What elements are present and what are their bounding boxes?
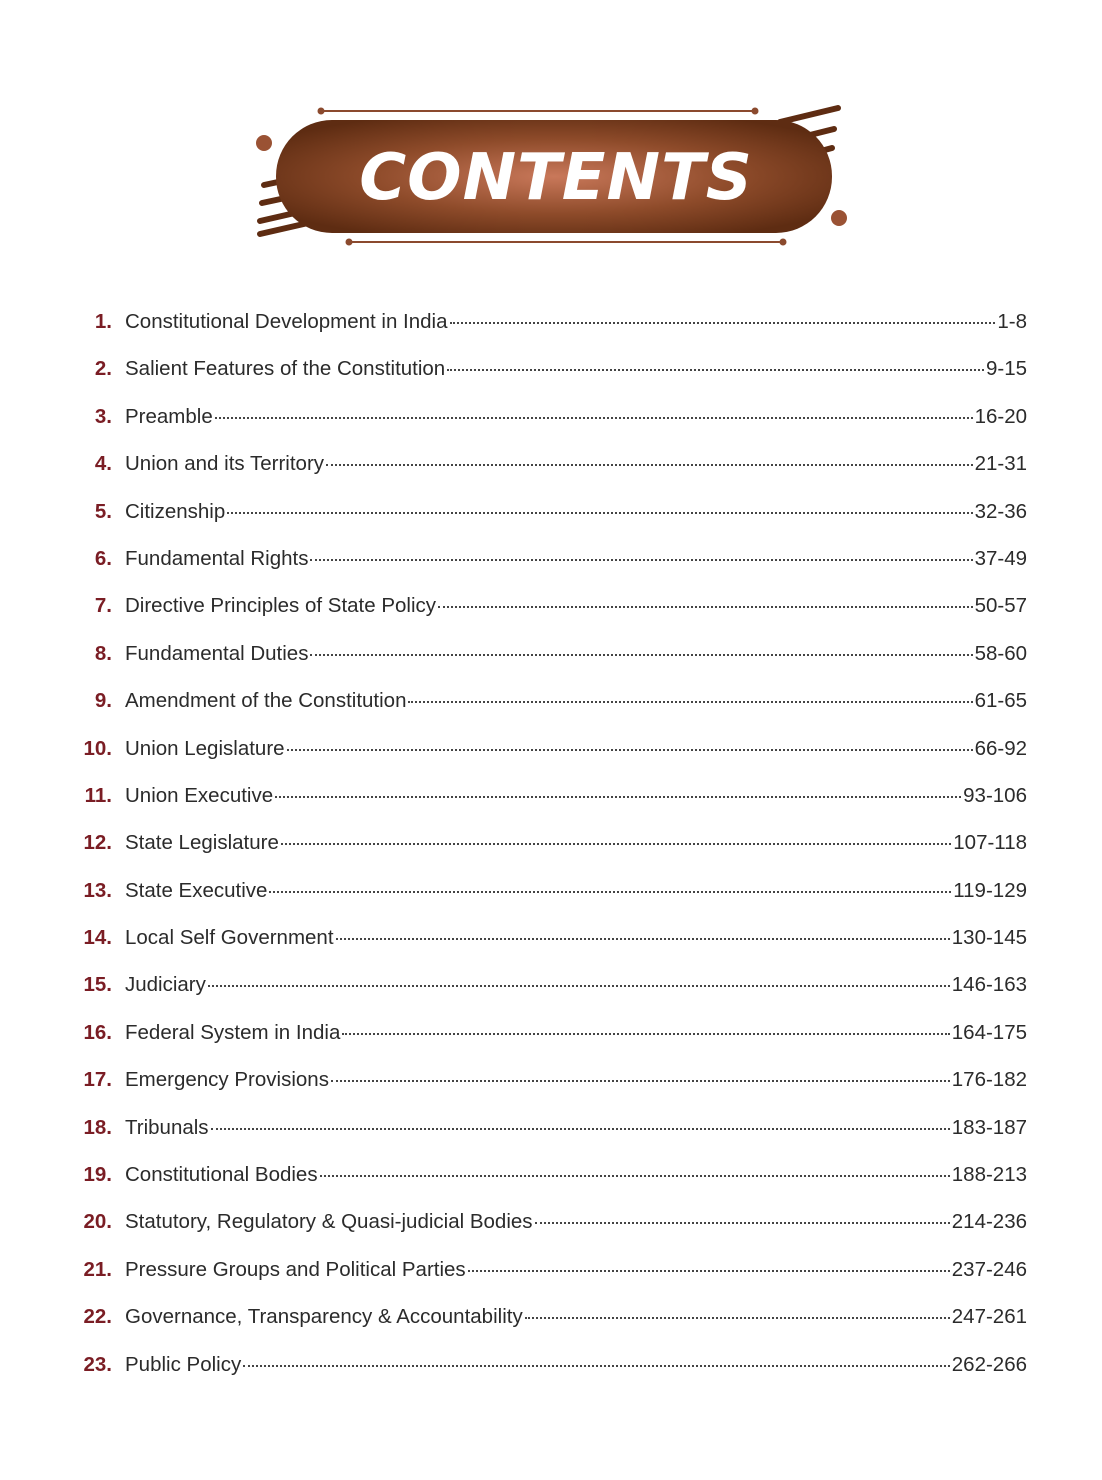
page-range: 188-213	[951, 1163, 1027, 1187]
chapter-title: Union Executive	[125, 783, 274, 807]
page-range: 66-92	[974, 736, 1027, 760]
decorative-dot-right	[831, 210, 847, 226]
dot-leader	[438, 606, 973, 608]
dot-leader	[281, 843, 951, 845]
chapter-number: 18.	[83, 1115, 112, 1139]
chapter-title: Salient Features of the Constitution	[125, 357, 446, 381]
decorative-dot-left	[256, 135, 272, 151]
page-range: 130-145	[951, 926, 1027, 950]
dot-leader	[331, 1080, 950, 1082]
chapter-title: Preamble	[125, 404, 213, 428]
page-range: 262-266	[951, 1352, 1027, 1376]
dot-leader	[215, 417, 973, 419]
chapter-title: Union and its Territory	[125, 452, 325, 476]
toc-entry[interactable]	[78, 737, 1027, 784]
page-range: 119-129	[953, 878, 1027, 902]
banner-bottom-rule	[346, 239, 787, 246]
dot-leader	[320, 1175, 950, 1177]
dot-leader	[535, 1222, 950, 1224]
chapter-title: Public Policy	[125, 1352, 242, 1376]
page-range: 146-163	[951, 973, 1027, 997]
page-range: 1-8	[997, 310, 1027, 333]
chapter-title: Fundamental Duties	[125, 641, 309, 665]
chapter-title: Governance, Transparency & Accountability	[125, 1305, 523, 1329]
page-range: 21-31	[974, 452, 1027, 476]
page-range: 37-49	[974, 546, 1027, 570]
chapter-number: 22.	[83, 1305, 112, 1329]
page-range: 9-15	[985, 357, 1027, 381]
dot-leader	[227, 512, 972, 514]
page-title: CONTENTS	[359, 141, 753, 215]
toc-entry[interactable]	[78, 926, 1027, 973]
page-range: 176-182	[951, 1068, 1027, 1092]
chapter-title: Federal System in India	[125, 1020, 341, 1044]
dot-leader	[310, 559, 972, 561]
dot-leader	[243, 1365, 950, 1367]
dot-leader	[287, 749, 973, 751]
dot-leader	[336, 938, 950, 940]
chapter-number: 21.	[83, 1257, 112, 1281]
dot-leader	[447, 369, 984, 371]
chapter-number: 17.	[83, 1068, 112, 1092]
table-of-contents	[78, 310, 1027, 1400]
chapter-number: 19.	[83, 1163, 112, 1187]
chapter-number: 14.	[83, 926, 112, 950]
toc-entry[interactable]	[78, 1068, 1027, 1115]
page-range: 183-187	[951, 1115, 1027, 1139]
toc-entry[interactable]	[78, 500, 1027, 547]
toc-entry[interactable]	[78, 1353, 1027, 1400]
chapter-number: 20.	[83, 1210, 112, 1234]
toc-entry[interactable]	[78, 1163, 1027, 1210]
chapter-title: Judiciary	[125, 973, 206, 997]
contents-banner	[250, 100, 850, 250]
toc-entry[interactable]	[78, 1258, 1027, 1305]
chapter-number: 16.	[83, 1020, 112, 1044]
chapter-number: 3.	[94, 404, 112, 428]
chapter-title: Citizenship	[125, 499, 226, 523]
dot-leader	[310, 654, 972, 656]
chapter-title: State Executive	[125, 878, 268, 902]
toc-entry[interactable]	[78, 547, 1027, 594]
page-range: 237-246	[951, 1257, 1027, 1281]
chapter-title: Constitutional Development in India	[125, 310, 448, 333]
chapter-title: Emergency Provisions	[125, 1068, 329, 1092]
chapter-number: 7.	[94, 594, 112, 618]
chapter-title: Pressure Groups and Political Parties	[125, 1257, 466, 1281]
chapter-title: Local Self Government	[125, 926, 334, 950]
chapter-title: Constitutional Bodies	[125, 1163, 318, 1187]
page-range: 93-106	[963, 783, 1027, 807]
toc-entry[interactable]	[78, 405, 1027, 452]
chapter-title: Union Legislature	[125, 736, 285, 760]
chapter-title: Amendment of the Constitution	[125, 689, 407, 713]
chapter-number: 13.	[83, 878, 112, 902]
chapter-number: 10.	[83, 736, 112, 760]
toc-entry[interactable]	[78, 879, 1027, 926]
chapter-number: 4.	[94, 452, 112, 476]
dot-leader	[211, 1128, 950, 1130]
dot-leader	[275, 796, 961, 798]
page-range: 50-57	[974, 594, 1027, 618]
dot-leader	[468, 1270, 950, 1272]
chapter-number: 15.	[83, 973, 112, 997]
toc-entry[interactable]	[78, 1210, 1027, 1257]
chapter-number: 5.	[94, 499, 112, 523]
page-range: 58-60	[974, 641, 1027, 665]
page-range: 107-118	[953, 831, 1027, 855]
toc-entry[interactable]	[78, 784, 1027, 831]
page-range: 16-20	[974, 404, 1027, 428]
toc-entry[interactable]	[78, 310, 1027, 357]
toc-entry[interactable]	[78, 973, 1027, 1020]
dot-leader	[408, 701, 972, 703]
chapter-title: State Legislature	[125, 831, 279, 855]
chapter-title: Tribunals	[125, 1115, 209, 1139]
chapter-title: Statutory, Regulatory & Quasi-judicial Bodies	[125, 1210, 533, 1234]
chapter-number: 6.	[94, 546, 112, 570]
chapter-number: 1.	[94, 310, 112, 333]
chapter-number: 9.	[94, 689, 112, 713]
page-range: 214-236	[951, 1210, 1027, 1234]
page-range: 61-65	[974, 689, 1027, 713]
chapter-number: 8.	[94, 641, 112, 665]
toc-entry[interactable]	[78, 831, 1027, 878]
chapter-title: Fundamental Rights	[125, 546, 309, 570]
toc-entry[interactable]	[78, 689, 1027, 736]
toc-entry[interactable]	[78, 1021, 1027, 1068]
toc-entry[interactable]	[78, 357, 1027, 404]
dot-leader	[525, 1317, 950, 1319]
chapter-number: 11.	[84, 783, 112, 807]
dot-leader	[326, 464, 973, 466]
page-range: 247-261	[951, 1305, 1027, 1329]
chapter-title: Directive Principles of State Policy	[125, 594, 437, 618]
dot-leader	[342, 1033, 949, 1035]
chapter-number: 23.	[83, 1352, 112, 1376]
toc-entry[interactable]	[78, 642, 1027, 689]
dot-leader	[269, 891, 951, 893]
toc-entry[interactable]	[78, 452, 1027, 499]
toc-entry[interactable]	[78, 1305, 1027, 1352]
chapter-number: 12.	[83, 831, 112, 855]
toc-entry[interactable]	[78, 594, 1027, 641]
dot-leader	[450, 322, 996, 324]
page-range: 164-175	[951, 1020, 1027, 1044]
toc-entry[interactable]	[78, 1116, 1027, 1163]
banner-top-rule	[318, 108, 759, 115]
chapter-number: 2.	[94, 357, 112, 381]
dot-leader	[208, 985, 950, 987]
page-range: 32-36	[974, 499, 1027, 523]
